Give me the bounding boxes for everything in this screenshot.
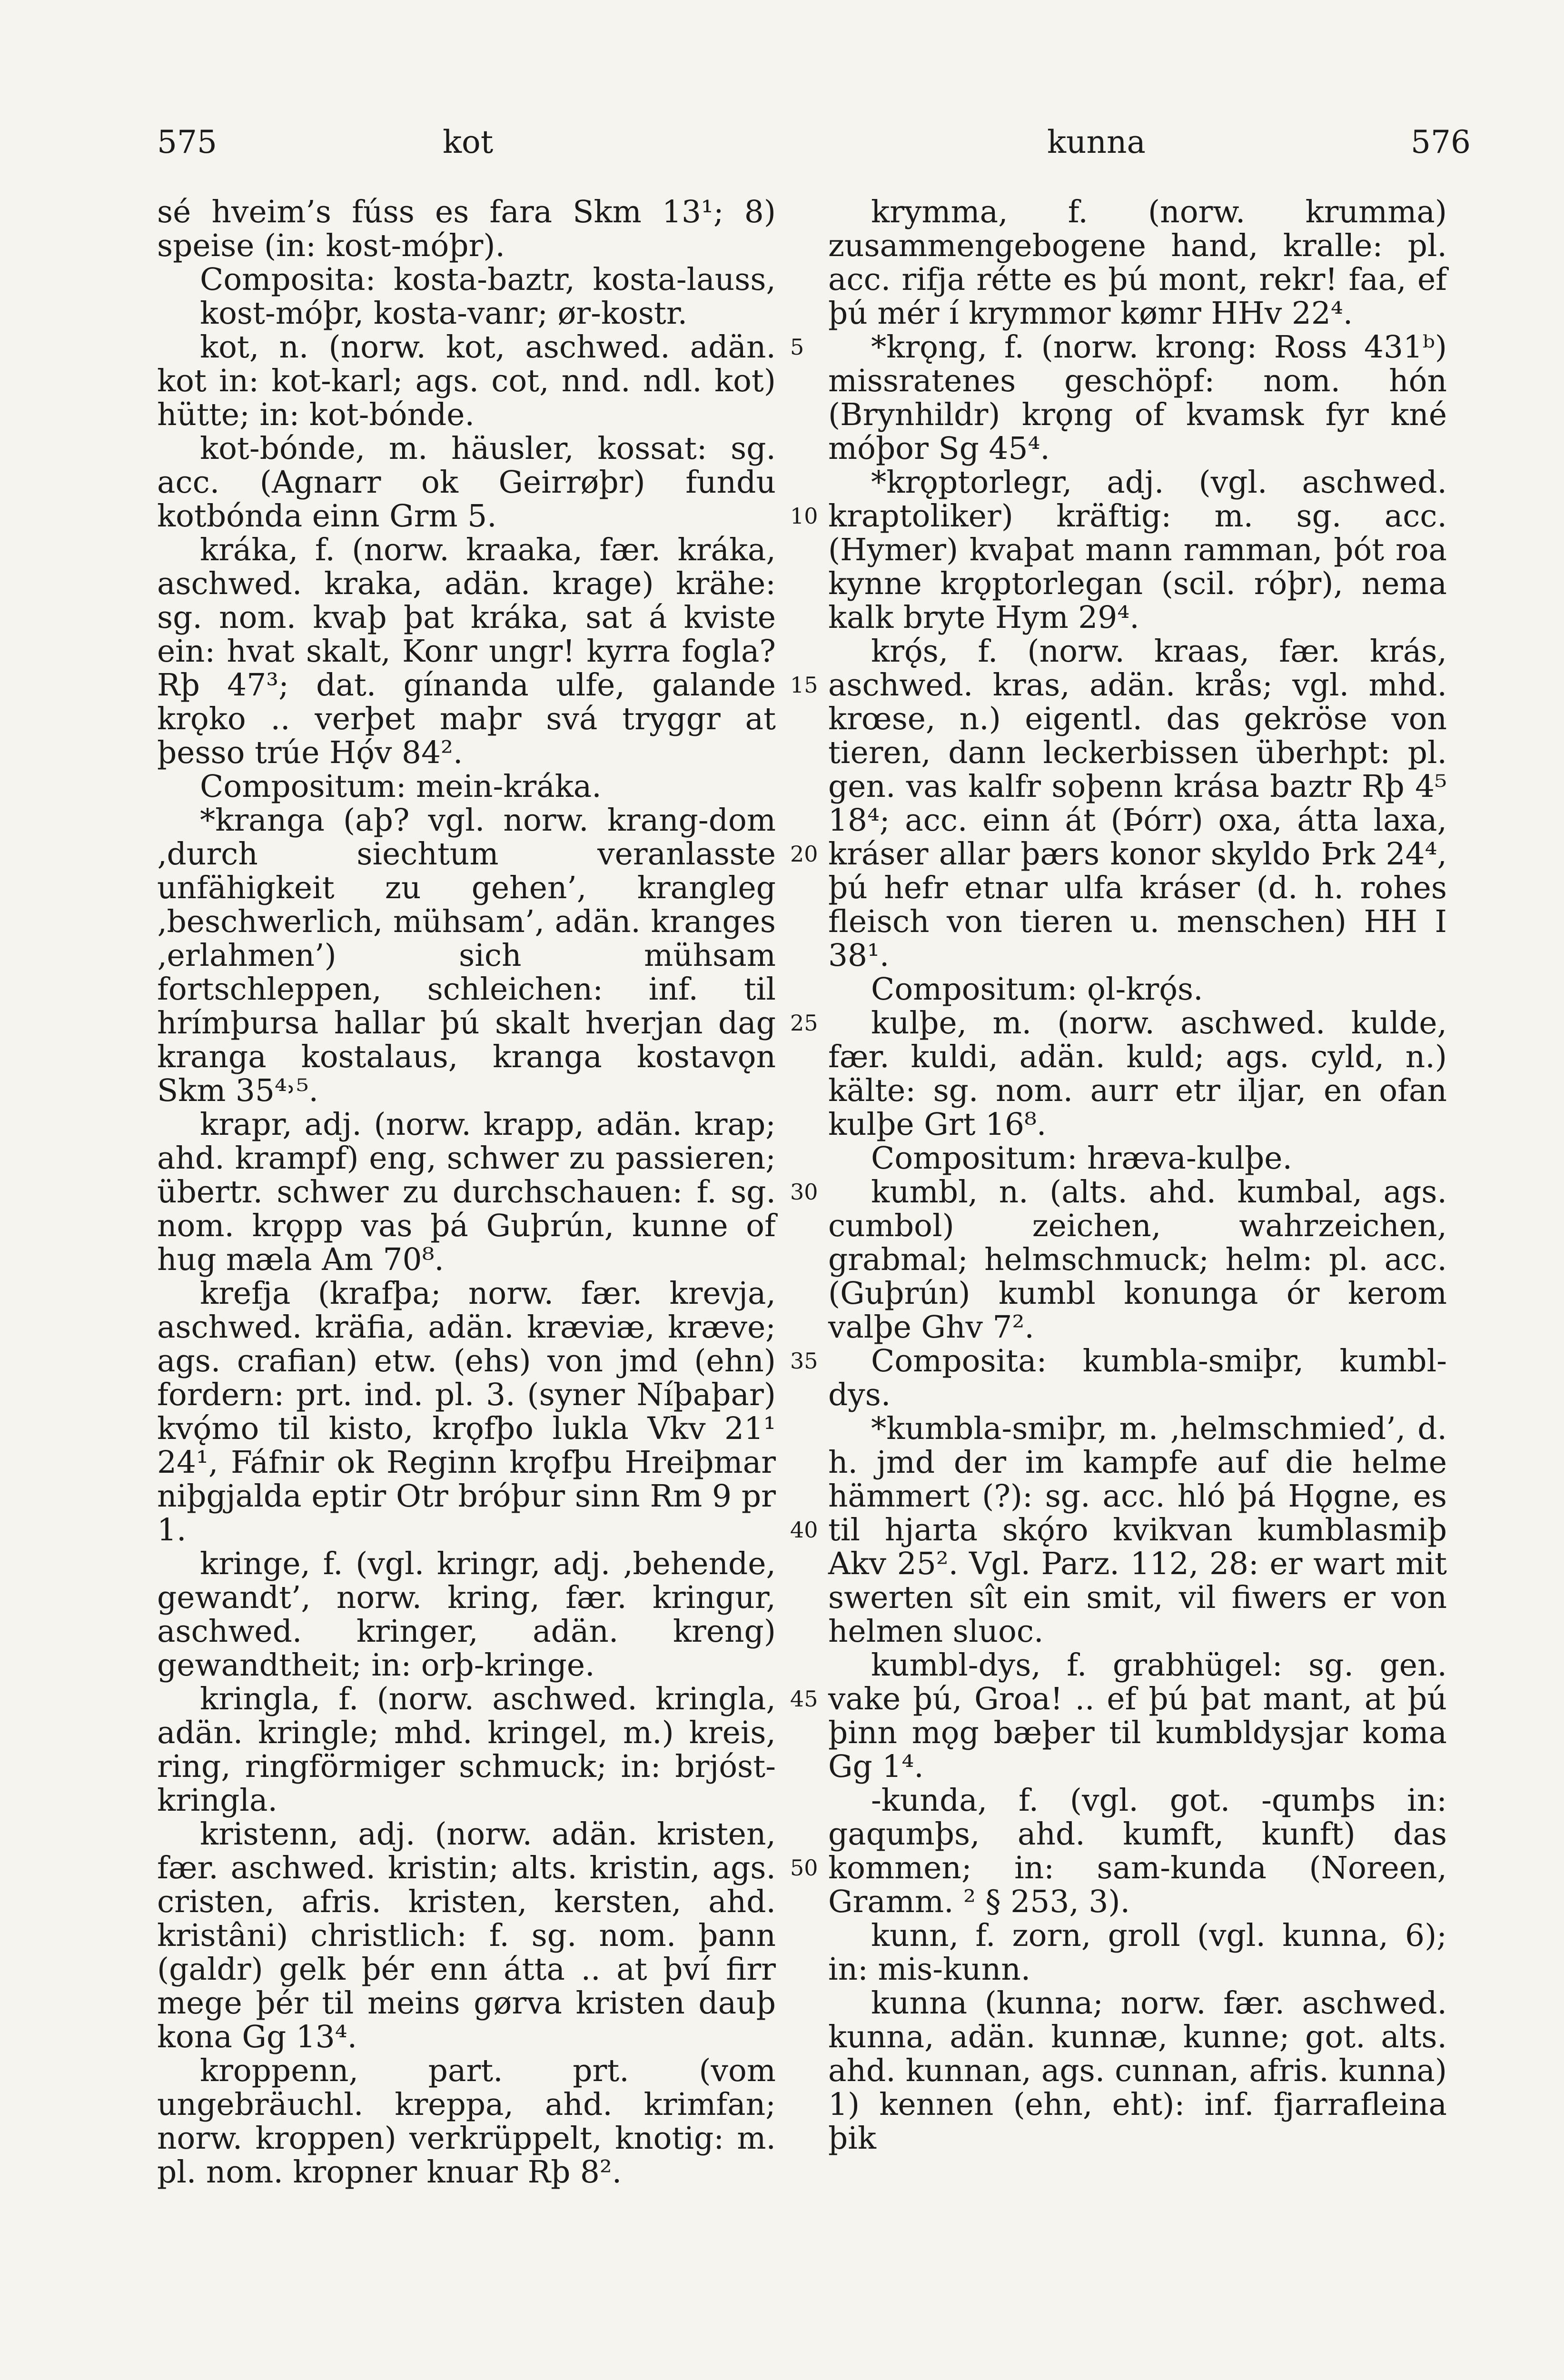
line-number: 40 <box>790 1517 818 1543</box>
composita-line: Composita: kumbla-smiþr, kumbl-dys. <box>828 1343 1447 1413</box>
dictionary-entry: *krǫptorlegr, adj. (vgl. aschwed. kraptoliker) kräftig: m. sg. acc. (Hymer) kvaþat mann ramman, þót roa kynne krǫptorlegan (scil. róþr), nema kalk bryte Hym 29⁴. <box>828 465 1447 635</box>
right-column <box>828 195 1447 2155</box>
composita-line: Compositum: ǫl-krǫ́s. <box>871 972 1203 1007</box>
dictionary-entry: *krǫng, f. (norw. krong: Ross 431ᵇ) missratenes geschöpf: nom. hón (Brynhildr) krǫng of kvamsk fyr kné móþor Sg 45⁴. <box>828 329 1447 466</box>
running-headword-right: kunna <box>1047 124 1146 160</box>
line-number: 30 <box>790 1179 818 1205</box>
page-number-left: 575 <box>157 124 217 160</box>
left-column <box>157 195 776 2189</box>
dictionary-entry: kunn, f. zorn, groll (vgl. kunna, 6); in: mis-kunn. <box>828 1918 1447 1987</box>
dictionary-entry: kunna (kunna; norw. fær. aschwed. kunna, adän. kunnæ, kunne; got. alts. ahd. kunnan, ags. cunnan, afris. kunna) 1) kennen (ehn, eht): inf. fjarrafleina þik <box>828 1985 1447 2156</box>
dictionary-entry: *kranga (aþ? vgl. norw. krang-dom ‚durch siechtum veranlasste unfähigkeit zu gehen’, krangleg ‚beschwerlich, mühsam’, adän. kranges ‚erlahmen’) sich mühsam fortschleppen, schleichen: inf. til hrímþursa hallar þú skalt hverjan dag kranga kostalaus, kranga kostavǫn Skm 35⁴˒⁵. <box>157 803 776 1109</box>
page-header <box>157 124 1471 167</box>
dictionary-entry: sé hveim’s fúss es fara Skm 13¹; 8) speise (in: kost-móþr). <box>157 194 776 264</box>
dictionary-entry: krapr, adj. (norw. krapp, adän. krap; ahd. krampf) eng, schwer zu passieren; übertr. schwer zu durchschauen: f. sg. nom. krǫpp vas þá Guþrún, kunne of hug mæla Am 70⁸. <box>157 1107 776 1278</box>
line-number: 45 <box>790 1686 818 1712</box>
dictionary-entry: krǫ́s, f. (norw. kraas, fær. krás, aschwed. kras, adän. krås; vgl. mhd. krœse, n.) eigentl. das gekröse von tieren, dann leckerbissen überhpt: pl. gen. vas kalfr soþenn krása baztr Rþ 4⁵ 18⁴; acc. einn át (Þórr) oxa, átta laxa, kráser allar þærs konor skyldo Þrk 24⁴, þú hefr etnar ulfa kráser (d. h. rohes fleisch von tieren u. menschen) HH I 38¹. <box>828 634 1447 973</box>
dictionary-entry: kot-bónde, m. häusler, kossat: sg. acc. (Agnarr ok Geirrøþr) fundu kotbónda einn Grm 5. <box>157 431 776 534</box>
line-number: 50 <box>790 1855 818 1881</box>
line-number: 35 <box>790 1348 818 1374</box>
dictionary-entry: kot, n. (norw. kot, aschwed. adän. kot in: kot-karl; ags. cot, nnd. ndl. kot) hütte; in: kot-bónde. <box>157 329 776 433</box>
dictionary-entry: kumbl-dys, f. grabhügel: sg. gen. vake þú, Groa! .. ef þú þat mant, at þú þinn mǫg bæþer til kumbldysjar koma Gg 1⁴. <box>828 1647 1447 1785</box>
dictionary-entry: kumbl, n. (alts. ahd. kumbal, ags. cumbol) zeichen, wahrzeichen, grabmal; helmschmuck; helm: pl. acc. (Guþrún) kumbl konunga ór kerom valþe Ghv 7². <box>828 1174 1447 1345</box>
dictionary-entry: krefja (krafþa; norw. fær. krevja, aschwed. kräfia, adän. kræviæ, kræve; ags. crafian) etw. (ehs) von jmd (ehn) fordern: prt. ind. pl. 3. (syner Níþaþar) kvǫ́mo til kisto, krǫfþo lukla Vkv 21¹ 24¹, Fáfnir ok Reginn krǫfþu Hreiþmar niþgjalda eptir Otr bróþur sinn Rm 9 pr 1. <box>157 1276 776 1548</box>
dictionary-entry: krymma, f. (norw. krumma) zusammengebogene hand, kralle: pl. acc. rifja rétte es þú mont, rekr! faa, ef þú mér í krymmor kømr HHv 22⁴. <box>828 194 1447 331</box>
dictionary-entry: kringla, f. (norw. aschwed. kringla, adän. kringle; mhd. kringel, m.) kreis, ring, ringförmiger schmuck; in: brjóst-kringla. <box>157 1681 776 1818</box>
running-headword-left: kot <box>443 124 494 160</box>
dictionary-entry: *kumbla-smiþr, m. ‚helmschmied’, d. h. jmd der im kampfe auf die helme hämmert (?): sg. acc. hló þá Hǫgne, es til hjarta skǫ́ro kvikvan kumblasmiþ Akv 25². Vgl. Parz. 112, 28: er wart mit swerten sît ein smit, vil fiwers er von helmen sluoc. <box>828 1411 1447 1649</box>
line-number: 10 <box>790 503 818 529</box>
dictionary-entry: kráka, f. (norw. kraaka, fær. kráka, aschwed. kraka, adän. krage) krähe: sg. nom. kvaþ þat kráka, sat á kviste ein: hvat skalt, Konr ungr! kyrra fogla? Rþ 47³; dat. gínanda ulfe, galande krǫko .. verþet maþr svá tryggr at þesso trúe Hǫ́v 84². <box>157 532 776 771</box>
dictionary-entry: kringe, f. (vgl. kringr, adj. ‚behende, gewandt’, norw. kring, fær. kringur, aschwed. kringer, adän. kreng) gewandtheit; in: orþ-kringe. <box>157 1546 776 1683</box>
dictionary-entry: -kunda, f. (vgl. got. -qumþs in: gaqumþs, ahd. kumft, kunft) das kommen; in: sam-kunda (Noreen, Gramm. ² § 253, 3). <box>828 1783 1447 1920</box>
line-number: 25 <box>790 1010 818 1036</box>
line-number: 20 <box>790 841 818 867</box>
dictionary-entry: kristenn, adj. (norw. adän. kristen, fær. aschwed. kristin; alts. kristin, ags. cristen, afris. kristen, kersten, ahd. kristâni) christlich: f. sg. nom. þann (galdr) gelk þér enn átta .. at því firr mege þér til meins gørva kristen dauþ kona Gg 13⁴. <box>157 1816 776 2055</box>
page-number-right: 576 <box>1411 124 1471 160</box>
composita-line: Compositum: hræva-kulþe. <box>871 1140 1292 1176</box>
line-number: 5 <box>790 334 804 360</box>
composita-line: Composita: kosta-baztr, kosta-lauss, kost-móþr, kosta-vanr; ør-kostr. <box>200 262 776 331</box>
dictionary-entry: kulþe, m. (norw. aschwed. kulde, fær. kuldi, adän. kuld; ags. cyld, n.) kälte: sg. nom. aurr etr iljar, en ofan kulþe Grt 16⁸. <box>828 1005 1447 1142</box>
composita-line: Compositum: mein-kráka. <box>200 769 602 804</box>
dictionary-entry: kroppenn, part. prt. (vom ungebräuchl. kreppa, ahd. krimfan; norw. kroppen) verkrüppelt, knotig: m. pl. nom. kropner knuar Rþ 8². <box>157 2053 776 2190</box>
line-number: 15 <box>790 672 818 698</box>
